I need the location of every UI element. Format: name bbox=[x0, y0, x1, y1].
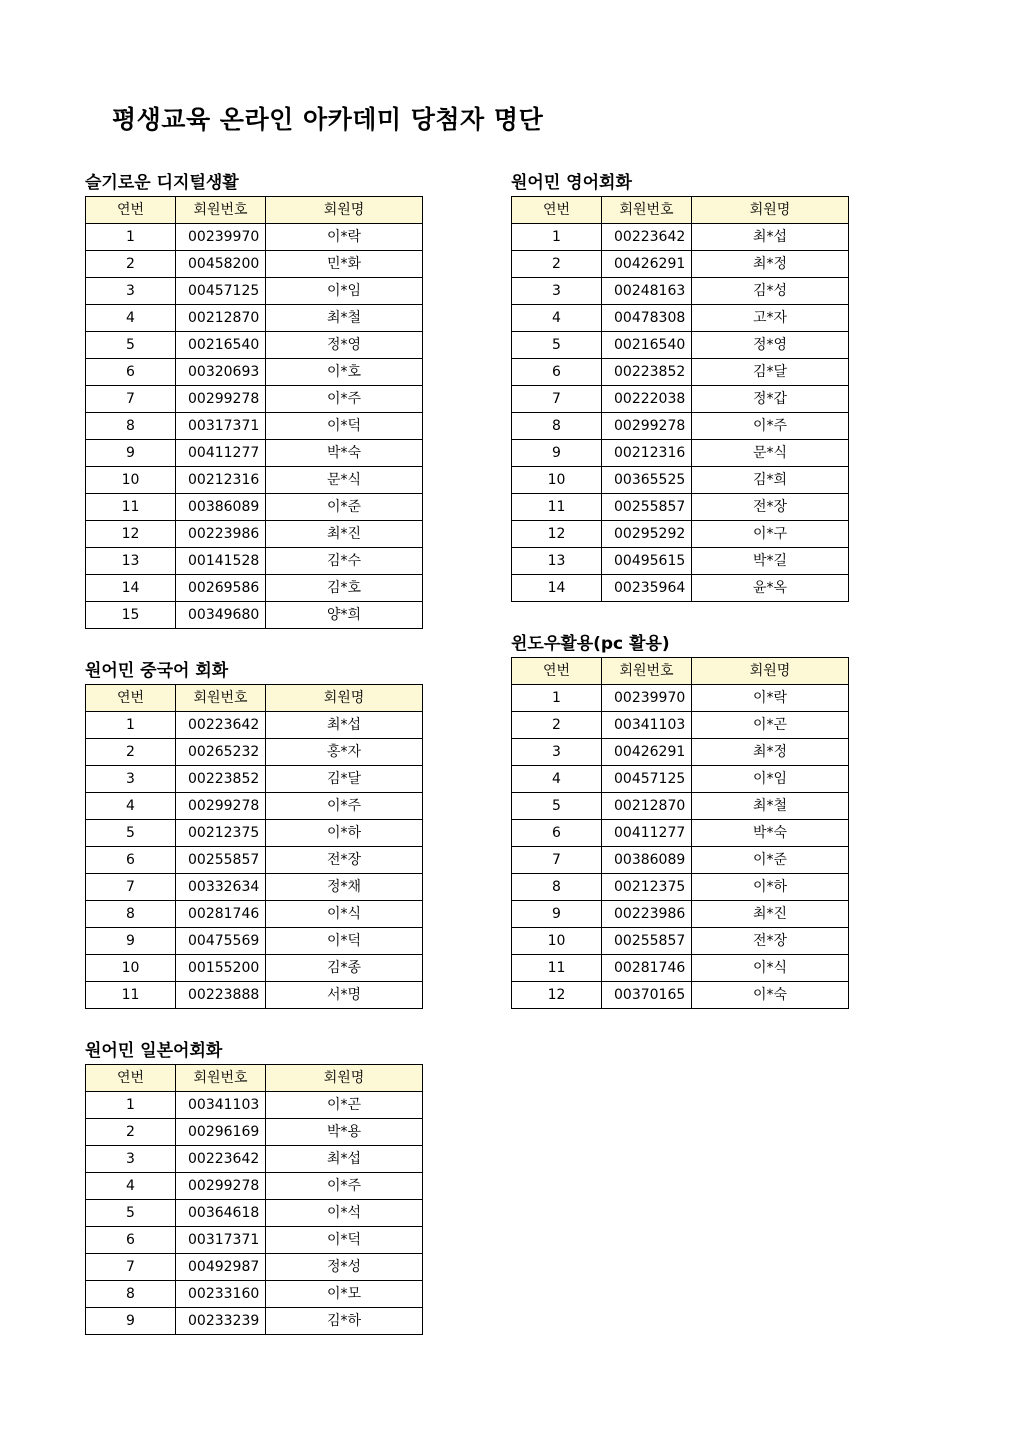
table-row bbox=[86, 467, 423, 494]
cell-number: 8 bbox=[86, 901, 176, 928]
table-header-row bbox=[86, 685, 423, 712]
cell-number: 10 bbox=[512, 467, 602, 494]
cell-member-id: 00233160 bbox=[176, 1281, 266, 1308]
table-header-row bbox=[512, 658, 849, 685]
cell-member-name: 이*곤 bbox=[692, 712, 849, 739]
table-row bbox=[512, 766, 849, 793]
cell-member-id: 00235964 bbox=[602, 575, 692, 602]
cell-number: 1 bbox=[86, 224, 176, 251]
cell-member-name: 박*숙 bbox=[266, 440, 423, 467]
cell-member-id: 00341103 bbox=[176, 1092, 266, 1119]
cell-member-id: 00216540 bbox=[176, 332, 266, 359]
table-row bbox=[512, 874, 849, 901]
cell-number: 7 bbox=[512, 386, 602, 413]
cell-number: 9 bbox=[86, 928, 176, 955]
cell-member-id: 00212870 bbox=[176, 305, 266, 332]
table-row bbox=[512, 955, 849, 982]
cell-member-id: 00233239 bbox=[176, 1308, 266, 1335]
cell-member-id: 00426291 bbox=[602, 739, 692, 766]
cell-member-name: 문*식 bbox=[692, 440, 849, 467]
table-row bbox=[512, 739, 849, 766]
cell-member-id: 00212870 bbox=[602, 793, 692, 820]
cell-member-name: 최*섭 bbox=[266, 712, 423, 739]
column-header-number: 연번 bbox=[86, 685, 176, 712]
table-row bbox=[86, 413, 423, 440]
cell-member-id: 00426291 bbox=[602, 251, 692, 278]
table-header-row bbox=[512, 197, 849, 224]
cell-member-id: 00239970 bbox=[602, 685, 692, 712]
cell-member-name: 전*장 bbox=[692, 928, 849, 955]
cell-number: 3 bbox=[512, 278, 602, 305]
cell-member-name: 이*락 bbox=[692, 685, 849, 712]
cell-number: 2 bbox=[512, 712, 602, 739]
section-japanese-conversation bbox=[85, 1040, 423, 1335]
column-header-member-name: 회원명 bbox=[692, 658, 849, 685]
cell-member-id: 00364618 bbox=[176, 1200, 266, 1227]
table-row bbox=[512, 467, 849, 494]
table-row bbox=[86, 359, 423, 386]
cell-member-name: 최*섭 bbox=[692, 224, 849, 251]
cell-member-name: 이*임 bbox=[266, 278, 423, 305]
table-row bbox=[86, 251, 423, 278]
cell-member-name: 이*모 bbox=[266, 1281, 423, 1308]
cell-member-id: 00386089 bbox=[176, 494, 266, 521]
cell-member-id: 00255857 bbox=[602, 494, 692, 521]
cell-member-name: 이*임 bbox=[692, 766, 849, 793]
table-row bbox=[86, 928, 423, 955]
cell-member-id: 00223986 bbox=[602, 901, 692, 928]
table-row bbox=[512, 847, 849, 874]
cell-member-name: 서*명 bbox=[266, 982, 423, 1009]
table-row bbox=[86, 793, 423, 820]
cell-member-id: 00457125 bbox=[602, 766, 692, 793]
roster-table bbox=[511, 196, 849, 602]
cell-member-id: 00349680 bbox=[176, 602, 266, 629]
cell-member-name: 이*숙 bbox=[692, 982, 849, 1009]
cell-member-id: 00457125 bbox=[176, 278, 266, 305]
cell-number: 9 bbox=[86, 1308, 176, 1335]
cell-number: 6 bbox=[86, 359, 176, 386]
cell-member-name: 양*희 bbox=[266, 602, 423, 629]
table-row bbox=[512, 685, 849, 712]
cell-number: 5 bbox=[86, 820, 176, 847]
cell-member-name: 김*수 bbox=[266, 548, 423, 575]
cell-member-id: 00341103 bbox=[602, 712, 692, 739]
cell-number: 4 bbox=[86, 1173, 176, 1200]
page-title: 평생교육 온라인 아카데미 당첨자 명단 bbox=[112, 105, 544, 134]
cell-member-name: 최*진 bbox=[692, 901, 849, 928]
cell-member-id: 00332634 bbox=[176, 874, 266, 901]
cell-member-id: 00365525 bbox=[602, 467, 692, 494]
table-row bbox=[86, 440, 423, 467]
table-row bbox=[512, 793, 849, 820]
cell-member-name: 홍*자 bbox=[266, 739, 423, 766]
table-row bbox=[512, 494, 849, 521]
cell-member-id: 00223852 bbox=[602, 359, 692, 386]
cell-number: 9 bbox=[512, 901, 602, 928]
table-row bbox=[86, 332, 423, 359]
cell-number: 2 bbox=[86, 739, 176, 766]
table-row bbox=[512, 305, 849, 332]
cell-number: 3 bbox=[86, 766, 176, 793]
cell-member-id: 00255857 bbox=[602, 928, 692, 955]
table-row bbox=[86, 575, 423, 602]
cell-number: 1 bbox=[512, 224, 602, 251]
cell-member-name: 고*자 bbox=[692, 305, 849, 332]
table-row bbox=[86, 766, 423, 793]
cell-number: 6 bbox=[512, 820, 602, 847]
cell-member-id: 00320693 bbox=[176, 359, 266, 386]
cell-number: 2 bbox=[86, 251, 176, 278]
cell-member-name: 이*준 bbox=[692, 847, 849, 874]
cell-number: 5 bbox=[512, 332, 602, 359]
column-header-member-name: 회원명 bbox=[266, 1065, 423, 1092]
cell-member-id: 00411277 bbox=[602, 820, 692, 847]
cell-member-name: 최*진 bbox=[266, 521, 423, 548]
cell-number: 11 bbox=[86, 982, 176, 1009]
table-row bbox=[512, 413, 849, 440]
table-row bbox=[86, 548, 423, 575]
cell-member-name: 이*식 bbox=[692, 955, 849, 982]
table-row bbox=[86, 278, 423, 305]
cell-member-id: 00212316 bbox=[602, 440, 692, 467]
column-header-number: 연번 bbox=[86, 197, 176, 224]
table-row bbox=[512, 982, 849, 1009]
cell-member-name: 김*성 bbox=[692, 278, 849, 305]
cell-member-name: 이*호 bbox=[266, 359, 423, 386]
cell-member-id: 00223852 bbox=[176, 766, 266, 793]
cell-member-id: 00269586 bbox=[176, 575, 266, 602]
column-header-member-id: 회원번호 bbox=[602, 197, 692, 224]
cell-member-name: 박*길 bbox=[692, 548, 849, 575]
cell-number: 3 bbox=[512, 739, 602, 766]
section-chinese-conversation bbox=[85, 660, 423, 1009]
cell-number: 2 bbox=[86, 1119, 176, 1146]
cell-member-name: 김*하 bbox=[266, 1308, 423, 1335]
cell-number: 4 bbox=[512, 766, 602, 793]
cell-number: 1 bbox=[86, 1092, 176, 1119]
cell-member-id: 00478308 bbox=[602, 305, 692, 332]
cell-member-id: 00299278 bbox=[176, 793, 266, 820]
cell-member-name: 김*달 bbox=[266, 766, 423, 793]
cell-member-name: 최*정 bbox=[692, 251, 849, 278]
table-row bbox=[86, 1173, 423, 1200]
cell-member-name: 이*하 bbox=[266, 820, 423, 847]
cell-member-id: 00475569 bbox=[176, 928, 266, 955]
cell-number: 8 bbox=[512, 413, 602, 440]
cell-member-id: 00295292 bbox=[602, 521, 692, 548]
column-header-number: 연번 bbox=[512, 197, 602, 224]
cell-member-id: 00248163 bbox=[602, 278, 692, 305]
cell-number: 5 bbox=[512, 793, 602, 820]
cell-member-name: 정*영 bbox=[692, 332, 849, 359]
table-row bbox=[86, 1119, 423, 1146]
cell-number: 5 bbox=[86, 332, 176, 359]
table-row bbox=[86, 521, 423, 548]
table-row bbox=[86, 224, 423, 251]
table-row bbox=[512, 820, 849, 847]
cell-member-id: 00296169 bbox=[176, 1119, 266, 1146]
section-title: 윈도우활용(pc 활용) bbox=[511, 634, 670, 654]
cell-member-name: 김*희 bbox=[692, 467, 849, 494]
cell-member-name: 이*석 bbox=[266, 1200, 423, 1227]
cell-member-id: 00492987 bbox=[176, 1254, 266, 1281]
table-row bbox=[86, 1200, 423, 1227]
table-row bbox=[512, 575, 849, 602]
cell-number: 8 bbox=[512, 874, 602, 901]
table-row bbox=[512, 332, 849, 359]
table-header-row bbox=[86, 197, 423, 224]
cell-member-id: 00281746 bbox=[602, 955, 692, 982]
cell-member-id: 00317371 bbox=[176, 1227, 266, 1254]
cell-member-id: 00255857 bbox=[176, 847, 266, 874]
roster-table bbox=[85, 1064, 423, 1335]
cell-number: 1 bbox=[86, 712, 176, 739]
cell-number: 4 bbox=[512, 305, 602, 332]
column-header-member-id: 회원번호 bbox=[602, 658, 692, 685]
cell-member-id: 00411277 bbox=[176, 440, 266, 467]
column-header-member-name: 회원명 bbox=[266, 197, 423, 224]
cell-member-name: 김*종 bbox=[266, 955, 423, 982]
cell-number: 15 bbox=[86, 602, 176, 629]
table-row bbox=[86, 982, 423, 1009]
cell-member-id: 00141528 bbox=[176, 548, 266, 575]
column-header-member-id: 회원번호 bbox=[176, 197, 266, 224]
table-row bbox=[86, 739, 423, 766]
column-header-member-id: 회원번호 bbox=[176, 685, 266, 712]
roster-table bbox=[85, 684, 423, 1009]
table-row bbox=[86, 1146, 423, 1173]
cell-number: 9 bbox=[512, 440, 602, 467]
cell-member-id: 00265232 bbox=[176, 739, 266, 766]
table-row bbox=[512, 548, 849, 575]
table-header-row bbox=[86, 1065, 423, 1092]
cell-number: 11 bbox=[86, 494, 176, 521]
cell-number: 6 bbox=[512, 359, 602, 386]
cell-number: 4 bbox=[86, 793, 176, 820]
table-row bbox=[512, 521, 849, 548]
cell-member-name: 김*달 bbox=[692, 359, 849, 386]
table-row bbox=[86, 305, 423, 332]
roster-table bbox=[85, 196, 423, 629]
cell-member-name: 이*식 bbox=[266, 901, 423, 928]
cell-member-id: 00370165 bbox=[602, 982, 692, 1009]
table-row bbox=[512, 359, 849, 386]
cell-member-name: 박*숙 bbox=[692, 820, 849, 847]
cell-number: 11 bbox=[512, 494, 602, 521]
table-row bbox=[86, 602, 423, 629]
cell-member-id: 00223888 bbox=[176, 982, 266, 1009]
cell-member-id: 00317371 bbox=[176, 413, 266, 440]
cell-member-name: 정*영 bbox=[266, 332, 423, 359]
cell-number: 2 bbox=[512, 251, 602, 278]
column-header-member-name: 회원명 bbox=[266, 685, 423, 712]
cell-number: 14 bbox=[86, 575, 176, 602]
cell-number: 10 bbox=[512, 928, 602, 955]
column-header-number: 연번 bbox=[512, 658, 602, 685]
cell-member-id: 00155200 bbox=[176, 955, 266, 982]
cell-number: 10 bbox=[86, 467, 176, 494]
cell-number: 14 bbox=[512, 575, 602, 602]
cell-number: 12 bbox=[86, 521, 176, 548]
table-row bbox=[512, 224, 849, 251]
cell-member-name: 이*준 bbox=[266, 494, 423, 521]
cell-member-id: 00495615 bbox=[602, 548, 692, 575]
column-header-member-name: 회원명 bbox=[692, 197, 849, 224]
cell-member-id: 00212316 bbox=[176, 467, 266, 494]
table-row bbox=[512, 386, 849, 413]
section-title: 원어민 일본어회화 bbox=[85, 1041, 223, 1061]
cell-number: 11 bbox=[512, 955, 602, 982]
cell-number: 7 bbox=[86, 874, 176, 901]
cell-member-name: 정*성 bbox=[266, 1254, 423, 1281]
table-row bbox=[512, 928, 849, 955]
cell-member-name: 박*용 bbox=[266, 1119, 423, 1146]
cell-member-id: 00299278 bbox=[176, 1173, 266, 1200]
cell-member-name: 이*주 bbox=[266, 1173, 423, 1200]
cell-member-name: 전*장 bbox=[266, 847, 423, 874]
cell-member-id: 00239970 bbox=[176, 224, 266, 251]
cell-member-name: 민*화 bbox=[266, 251, 423, 278]
cell-member-name: 전*장 bbox=[692, 494, 849, 521]
cell-member-name: 이*주 bbox=[692, 413, 849, 440]
cell-number: 13 bbox=[86, 548, 176, 575]
cell-member-id: 00212375 bbox=[176, 820, 266, 847]
cell-number: 3 bbox=[86, 1146, 176, 1173]
cell-member-name: 이*구 bbox=[692, 521, 849, 548]
cell-member-name: 정*갑 bbox=[692, 386, 849, 413]
cell-member-name: 최*철 bbox=[692, 793, 849, 820]
cell-member-name: 이*하 bbox=[692, 874, 849, 901]
table-row bbox=[86, 1227, 423, 1254]
cell-number: 9 bbox=[86, 440, 176, 467]
cell-member-id: 00223642 bbox=[176, 712, 266, 739]
table-row bbox=[512, 901, 849, 928]
table-row bbox=[512, 278, 849, 305]
cell-number: 6 bbox=[86, 847, 176, 874]
table-row bbox=[86, 820, 423, 847]
section-title: 원어민 영어회화 bbox=[511, 173, 632, 193]
roster-table bbox=[511, 657, 849, 1009]
cell-member-id: 00223986 bbox=[176, 521, 266, 548]
cell-member-name: 김*호 bbox=[266, 575, 423, 602]
cell-member-name: 문*식 bbox=[266, 467, 423, 494]
cell-number: 10 bbox=[86, 955, 176, 982]
cell-member-name: 이*주 bbox=[266, 386, 423, 413]
cell-member-id: 00458200 bbox=[176, 251, 266, 278]
cell-number: 7 bbox=[512, 847, 602, 874]
cell-member-id: 00386089 bbox=[602, 847, 692, 874]
cell-member-name: 윤*옥 bbox=[692, 575, 849, 602]
cell-number: 8 bbox=[86, 1281, 176, 1308]
cell-number: 6 bbox=[86, 1227, 176, 1254]
cell-number: 8 bbox=[86, 413, 176, 440]
section-title: 슬기로운 디지털생활 bbox=[85, 173, 239, 193]
cell-member-name: 이*주 bbox=[266, 793, 423, 820]
table-row bbox=[86, 955, 423, 982]
cell-member-id: 00223642 bbox=[602, 224, 692, 251]
section-digital-life bbox=[85, 172, 423, 629]
cell-member-name: 이*락 bbox=[266, 224, 423, 251]
table-row bbox=[86, 1308, 423, 1335]
table-row bbox=[86, 1092, 423, 1119]
column-header-number: 연번 bbox=[86, 1065, 176, 1092]
section-title: 원어민 중국어 회화 bbox=[85, 661, 229, 681]
section-english-conversation bbox=[511, 172, 849, 602]
table-row bbox=[86, 386, 423, 413]
cell-member-id: 00212375 bbox=[602, 874, 692, 901]
cell-member-name: 이*덕 bbox=[266, 928, 423, 955]
cell-number: 7 bbox=[86, 386, 176, 413]
cell-member-id: 00222038 bbox=[602, 386, 692, 413]
table-row bbox=[86, 1254, 423, 1281]
cell-member-id: 00299278 bbox=[602, 413, 692, 440]
cell-number: 4 bbox=[86, 305, 176, 332]
section-windows-pc bbox=[511, 633, 849, 1009]
table-row bbox=[86, 847, 423, 874]
column-header-member-id: 회원번호 bbox=[176, 1065, 266, 1092]
cell-number: 3 bbox=[86, 278, 176, 305]
cell-member-id: 00223642 bbox=[176, 1146, 266, 1173]
cell-member-name: 최*섭 bbox=[266, 1146, 423, 1173]
cell-member-name: 이*곤 bbox=[266, 1092, 423, 1119]
cell-number: 5 bbox=[86, 1200, 176, 1227]
table-row bbox=[512, 251, 849, 278]
cell-member-id: 00216540 bbox=[602, 332, 692, 359]
table-row bbox=[86, 874, 423, 901]
cell-member-name: 이*덕 bbox=[266, 413, 423, 440]
cell-number: 12 bbox=[512, 521, 602, 548]
cell-number: 1 bbox=[512, 685, 602, 712]
cell-member-name: 정*채 bbox=[266, 874, 423, 901]
cell-member-id: 00281746 bbox=[176, 901, 266, 928]
cell-member-name: 이*덕 bbox=[266, 1227, 423, 1254]
table-row bbox=[86, 494, 423, 521]
cell-number: 12 bbox=[512, 982, 602, 1009]
table-row bbox=[86, 1281, 423, 1308]
table-row bbox=[512, 712, 849, 739]
cell-member-id: 00299278 bbox=[176, 386, 266, 413]
table-row bbox=[86, 901, 423, 928]
table-row bbox=[512, 440, 849, 467]
table-row bbox=[86, 712, 423, 739]
cell-member-name: 최*철 bbox=[266, 305, 423, 332]
cell-number: 7 bbox=[86, 1254, 176, 1281]
cell-number: 13 bbox=[512, 548, 602, 575]
cell-member-name: 최*정 bbox=[692, 739, 849, 766]
